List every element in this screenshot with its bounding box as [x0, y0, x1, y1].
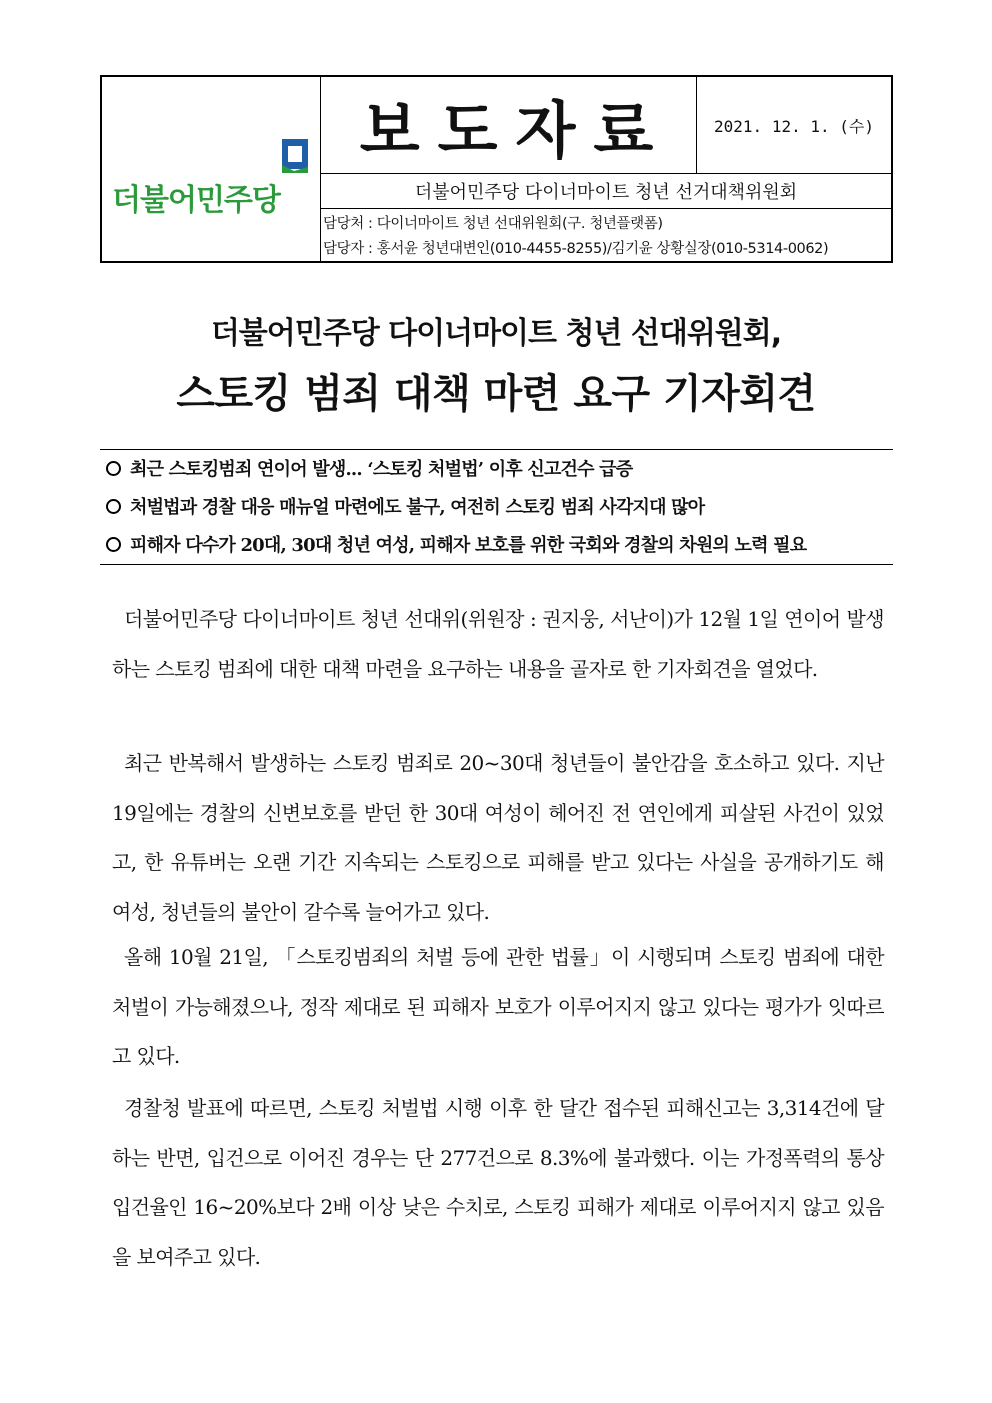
summary-item	[106, 450, 632, 486]
summary-item	[106, 488, 704, 524]
summary-text: 최근 스토킹범죄 연이어 발생... ‘스토킹 처벌법’ 이후 신고건수 급증	[130, 459, 633, 480]
circle-bullet-icon	[106, 499, 121, 514]
press-release-header	[100, 75, 893, 263]
title-cell	[321, 77, 697, 174]
summary-text: 피해자 다수가 20대, 30대 청년 여성, 피해자 보호를 위한 국회와 경찰의 차원의 노력 필요	[130, 535, 807, 556]
summary-item	[106, 526, 806, 562]
document-title: 보도자료	[359, 93, 672, 167]
headline-line-2: 스토킹 범죄 대책 마련 요구 기자회견	[176, 371, 816, 417]
party-logo-text: 더불어민주당	[112, 183, 280, 218]
circle-bullet-icon	[106, 461, 121, 476]
logo-cell	[102, 77, 321, 261]
body-paragraph: 경찰청 발표에 따르면, 스토킹 처벌법 시행 이후 한 달간 접수된 피해신고는 3,314건에 달하는 반면, 입건으로 이어진 경우는 단 277건으로 8.3%에 불과했다. 이는 가정폭력의 통상 입건율인 16~20%보다 2배 이상 낮은 수치로, 스토킹 피해가 제대로 이루어지지 않고 있음을 보여주고 있다.	[112, 1096, 884, 1269]
summary-text: 처벌법과 경찰 대응 매뉴얼 마련에도 불구, 여전히 스토킹 범죄 사각지대 많아	[130, 497, 705, 518]
headline-line-1: 더불어민주당 다이너마이트 청년 선대위원회,	[210, 316, 782, 351]
body-paragraph: 최근 반복해서 발생하는 스토킹 범죄로 20~30대 청년들이 불안감을 호소하고 있다. 지난 19일에는 경찰의 신변보호를 받던 한 30대 여성이 헤어진 전 연인에게 피살된 사건이 있었고, 한 유튜버는 오랜 기간 지속되는 스토킹으로 피해를 받고 있다는 사실을 공개하기도 해 여성, 청년들의 불안이 갈수록 늘어가고 있다.	[112, 751, 884, 924]
organization-name: 더불어민주당 다이너마이트 청년 선거대책위원회	[321, 174, 891, 209]
contact-person: 담당자 : 홍서윤 청년대변인(010-4455-8255)/김기윤 상황실장(010-5314-0062)	[323, 240, 829, 257]
body-paragraph: 올해 10월 21일, 「스토킹범죄의 처벌 등에 관한 법률」이 시행되며 스토킹 범죄에 대한 처벌이 가능해졌으나, 정작 제대로 된 피해자 보호가 이루어지지 않고 있다는 평가가 잇따르고 있다.	[112, 945, 884, 1068]
party-logo-icon	[280, 137, 310, 173]
contact-office: 담당처 : 다이너마이트 청년 선대위원회(구. 청년플랫폼)	[323, 215, 663, 232]
summary-box	[100, 449, 893, 565]
circle-bullet-icon	[106, 537, 121, 552]
body-paragraph: 더불어민주당 다이너마이트 청년 선대위(위원장 : 권지웅, 서난이)가 12월 1일 연이어 발생하는 스토킹 범죄에 대한 대책 마련을 요구하는 내용을 골자로 한 기자회견을 열었다.	[112, 607, 884, 681]
release-date: 2021. 12. 1. (수)	[697, 77, 891, 174]
